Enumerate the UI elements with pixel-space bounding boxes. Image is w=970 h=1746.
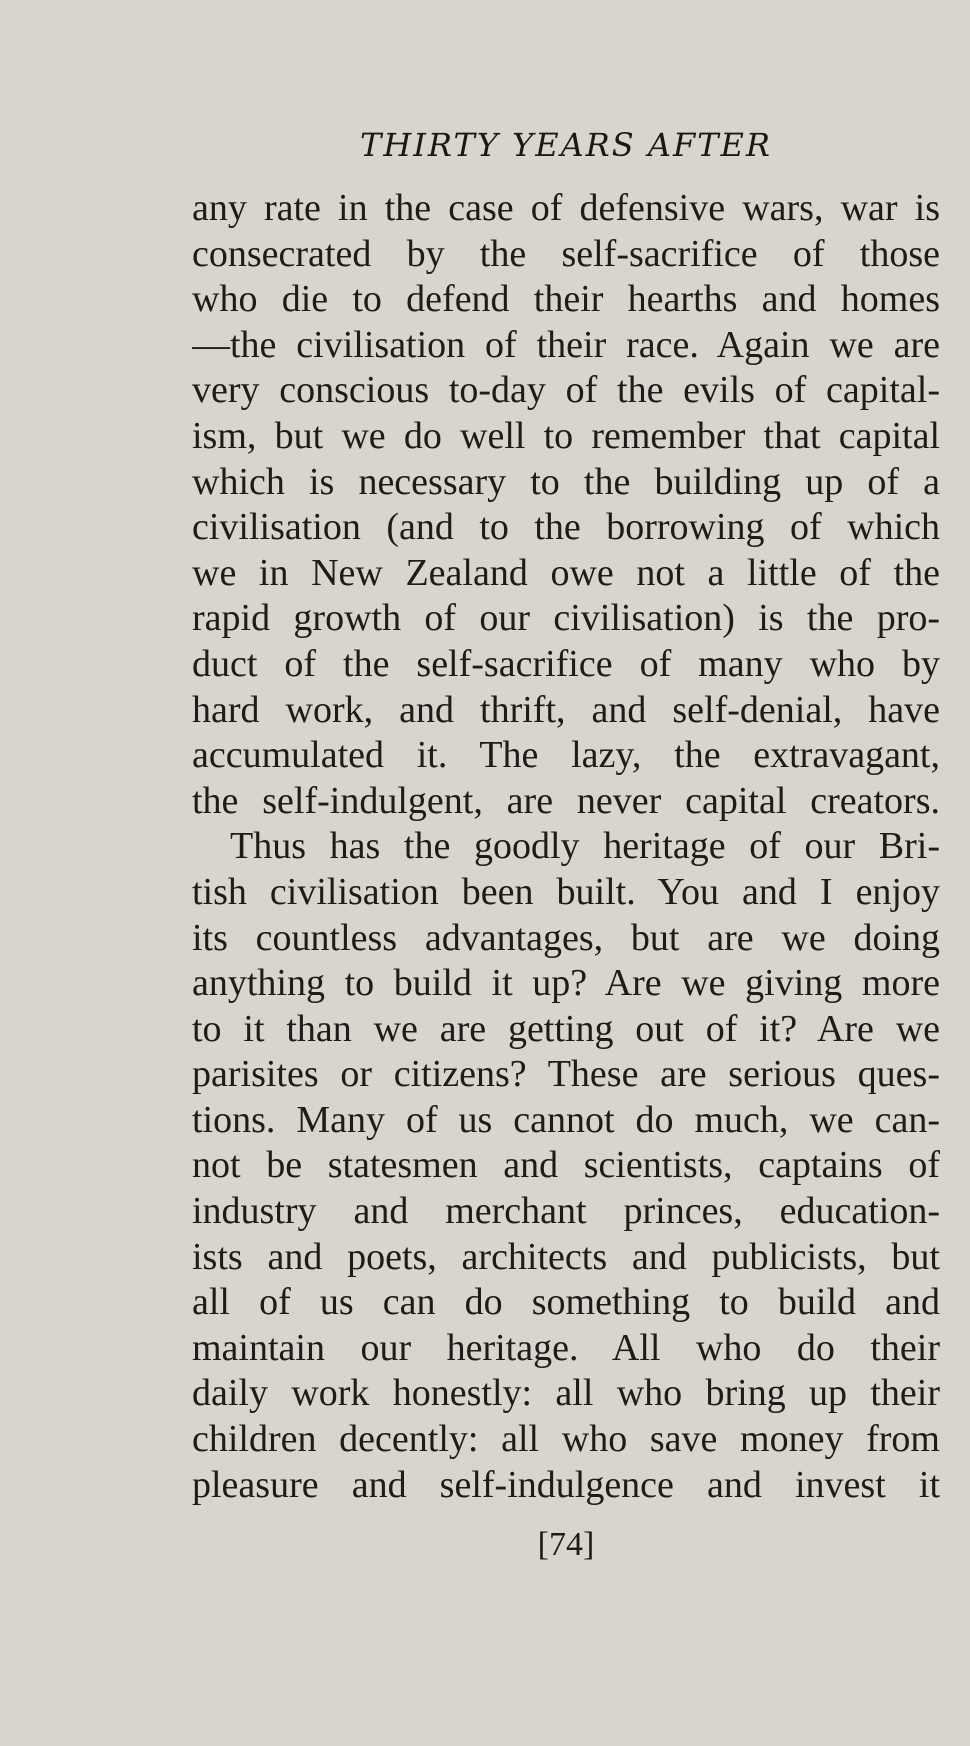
text-line: tish civilisation been built. You and I enjoy [192, 870, 940, 913]
page-number: [74] [537, 1526, 595, 1563]
text-line: who die to defend their hearths and homes [192, 278, 940, 321]
text-line: parisites or citizens? These are serious ques- [192, 1053, 940, 1096]
text-line: consecrated by the self-sacrifice of those [192, 232, 940, 275]
text-line: pleasure and self-indulgence and invest it [192, 1463, 940, 1506]
text-line: civilisation (and to the borrowing of which [192, 506, 940, 549]
text-line: anything to build it up? Are we giving more [192, 962, 940, 1005]
text-line: industry and merchant princes, education- [192, 1190, 940, 1233]
text-line: children decently: all who save money from [192, 1418, 940, 1461]
text-line: to it than we are getting out of it? Are we [192, 1007, 940, 1050]
text-line: tions. Many of us cannot do much, we can- [192, 1098, 940, 1141]
text-line: we in New Zealand owe not a little of the [192, 551, 940, 594]
text-line: very conscious to-day of the evils of capital- [192, 369, 940, 412]
text-line: rapid growth of our civilisation) is the pro- [192, 597, 940, 640]
text-line: ism, but we do well to remember that capital [192, 414, 940, 457]
text-line: not be statesmen and scientists, captains of [192, 1144, 940, 1187]
text-line: ists and poets, architects and publicists, but [192, 1235, 940, 1278]
text-line: accumulated it. The lazy, the extravagant, [192, 734, 940, 777]
text-line: —the civilisation of their race. Again we are [192, 323, 940, 366]
text-line: any rate in the case of defensive wars, war is [192, 187, 940, 229]
text-line: maintain our heritage. All who do their [192, 1326, 940, 1369]
text-line: the self-indulgent, are never capital creators. [192, 779, 940, 822]
text-line-paragraph-start: Thus has the goodly heritage of our Bri- [230, 825, 940, 868]
body-text [192, 186, 940, 1508]
text-line: its countless advantages, but are we doing [192, 916, 940, 959]
text-line: daily work honestly: all who bring up their [192, 1372, 940, 1415]
running-head: THIRTY YEARS AFTER [360, 126, 772, 164]
text-line: all of us can do something to build and [192, 1281, 940, 1324]
text-line: duct of the self-sacrifice of many who by [192, 642, 940, 685]
text-line: which is necessary to the building up of a [192, 460, 940, 503]
text-line: hard work, and thrift, and self-denial, have [192, 688, 940, 731]
